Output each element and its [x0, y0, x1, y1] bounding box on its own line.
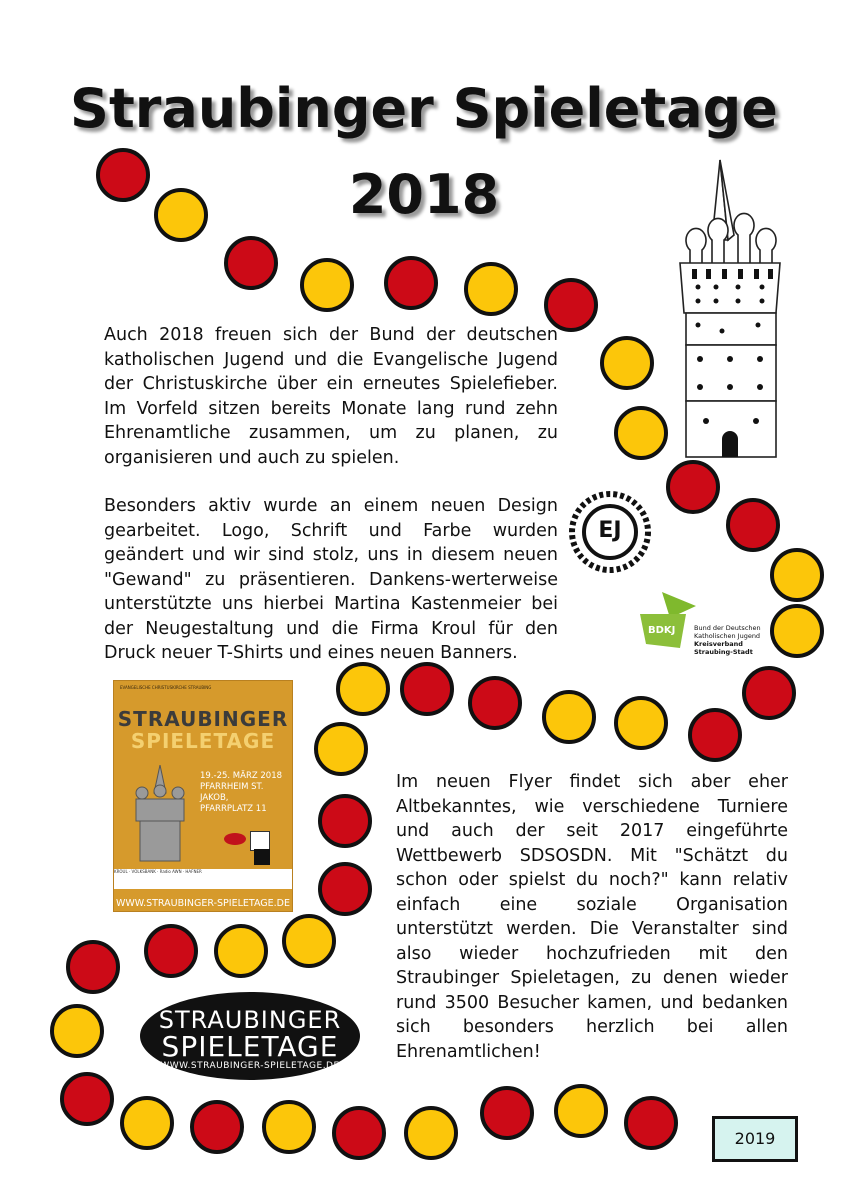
- bdkj-line: Straubing-Stadt: [694, 648, 753, 656]
- game-dot: [600, 336, 654, 390]
- poster-header: EVANGELISCHE CHRISTUSKIRCHE STRAUBING: [120, 685, 212, 690]
- poster-dates: 19.-25. MÄRZ 2018: [200, 771, 283, 781]
- game-dot: [318, 794, 372, 848]
- page-title-year: 2018: [348, 163, 500, 226]
- poster-tower-icon: [130, 765, 190, 865]
- game-dot: [614, 696, 668, 750]
- ej-monogram: EJ: [598, 518, 622, 543]
- game-dot: [614, 406, 668, 460]
- article-paragraph: Im neuen Flyer findet sich aber eher Altbekanntes, wie verschiedene Turniere und auch der seit 2017 eingeführte Wettbewerb SDSOSDN. Mit "Schätzt du schon oder spielst du noch?" kann relativ einfach eine soziale Organisation unterstützt werden. Die Veranstalter sind also wieder hochzufrieden mit den Straubinger Spieletagen, zu denen wieder rund 3500 Besucher kamen, und bedanken sich besonders herzlich bei allen Ehrenamtlichen!: [396, 772, 788, 1062]
- game-dot: [120, 1096, 174, 1150]
- logo-line: STRAUBINGER: [158, 1006, 342, 1034]
- game-dot: [66, 940, 120, 994]
- game-dot: [742, 666, 796, 720]
- game-dot: [666, 460, 720, 514]
- poster-title: STRAUBINGER: [117, 707, 289, 731]
- game-dot: [400, 662, 454, 716]
- game-dot: [214, 924, 268, 978]
- bdkj-name: [694, 624, 761, 656]
- logo-url: WWW.STRAUBINGER-SPIELETAGE.DE: [160, 1061, 340, 1071]
- game-dot: [770, 604, 824, 658]
- game-dot: [542, 690, 596, 744]
- game-dot: [144, 924, 198, 978]
- article-paragraph: Besonders aktiv wurde an einem neuen Design gearbeitet. Logo, Schrift und Farbe wurden geändert und wir sind stolz, uns in diesem neuen "Gewand" zu präsentieren. Dankens-werterweise unterstützte uns hierbei Martina Kastenmeier bei der Neugestaltung und die Firma Kroul für den Druck neuer T-Shirts und eines neuen Banners.: [104, 496, 558, 663]
- game-dot: [224, 236, 278, 290]
- game-dot: [318, 862, 372, 916]
- game-dot: [688, 708, 742, 762]
- game-dot: [282, 914, 336, 968]
- poster-url: WWW.STRAUBINGER-SPIELETAGE.DE: [115, 898, 290, 909]
- page-title: Straubinger Spieletage: [70, 77, 778, 140]
- poster-place: PFARRPLATZ 11: [200, 804, 267, 814]
- game-dot: [336, 662, 390, 716]
- game-dot: [464, 262, 518, 316]
- bdkj-logo-mark: [640, 592, 696, 650]
- logo-line: SPIELETAGE: [161, 1030, 339, 1063]
- poster-sponsors: KROUL · VOLKSBANK · Radio AWN · HAFNER: [114, 869, 292, 889]
- bdkj-line: Katholischen Jugend: [694, 632, 761, 640]
- spieletage-logo: [140, 992, 360, 1080]
- game-dot: [404, 1106, 458, 1160]
- game-dot: [60, 1072, 114, 1126]
- flyer-poster: [113, 680, 293, 912]
- bdkj-line: Kreisverband: [694, 640, 743, 648]
- game-dot: [96, 148, 150, 202]
- game-dot: [154, 188, 208, 242]
- poster-qr-code: [254, 849, 270, 865]
- game-dot: [190, 1100, 244, 1154]
- poster-title: SPIELETAGE: [130, 729, 276, 753]
- bdkj-line: Bund der Deutschen: [694, 624, 761, 632]
- game-dot: [50, 1004, 104, 1058]
- bdkj-abbr: BDKJ: [648, 625, 676, 636]
- game-dot: [770, 548, 824, 602]
- game-dot: [300, 258, 354, 312]
- game-dot: [624, 1096, 678, 1150]
- game-dot: [554, 1084, 608, 1138]
- article-paragraph: Auch 2018 freuen sich der Bund der deutschen katholischen Jugend und die Evangelische Jugend der Christuskirche über ein erneutes Spielefieber. Im Vorfeld sitzen bereits Monate lang rund zehn Ehrenamtliche zusammen, um zu planen, zu organisieren und auch zu spielen.: [104, 325, 558, 468]
- game-dot: [314, 722, 368, 776]
- poster-info: [200, 771, 292, 815]
- game-dot: [726, 498, 780, 552]
- game-dot: [468, 676, 522, 730]
- poster-place: PFARRHEIM ST. JAKOB,: [200, 782, 264, 803]
- poster-game-piece: [224, 833, 246, 845]
- game-dot: [332, 1106, 386, 1160]
- game-dot: [480, 1086, 534, 1140]
- poster-die-icon: [250, 831, 270, 851]
- game-dot: [262, 1100, 316, 1154]
- ej-logo: [566, 488, 654, 576]
- tower-illustration: [676, 155, 786, 460]
- page-number-box: 2019: [712, 1116, 798, 1162]
- game-dot: [384, 256, 438, 310]
